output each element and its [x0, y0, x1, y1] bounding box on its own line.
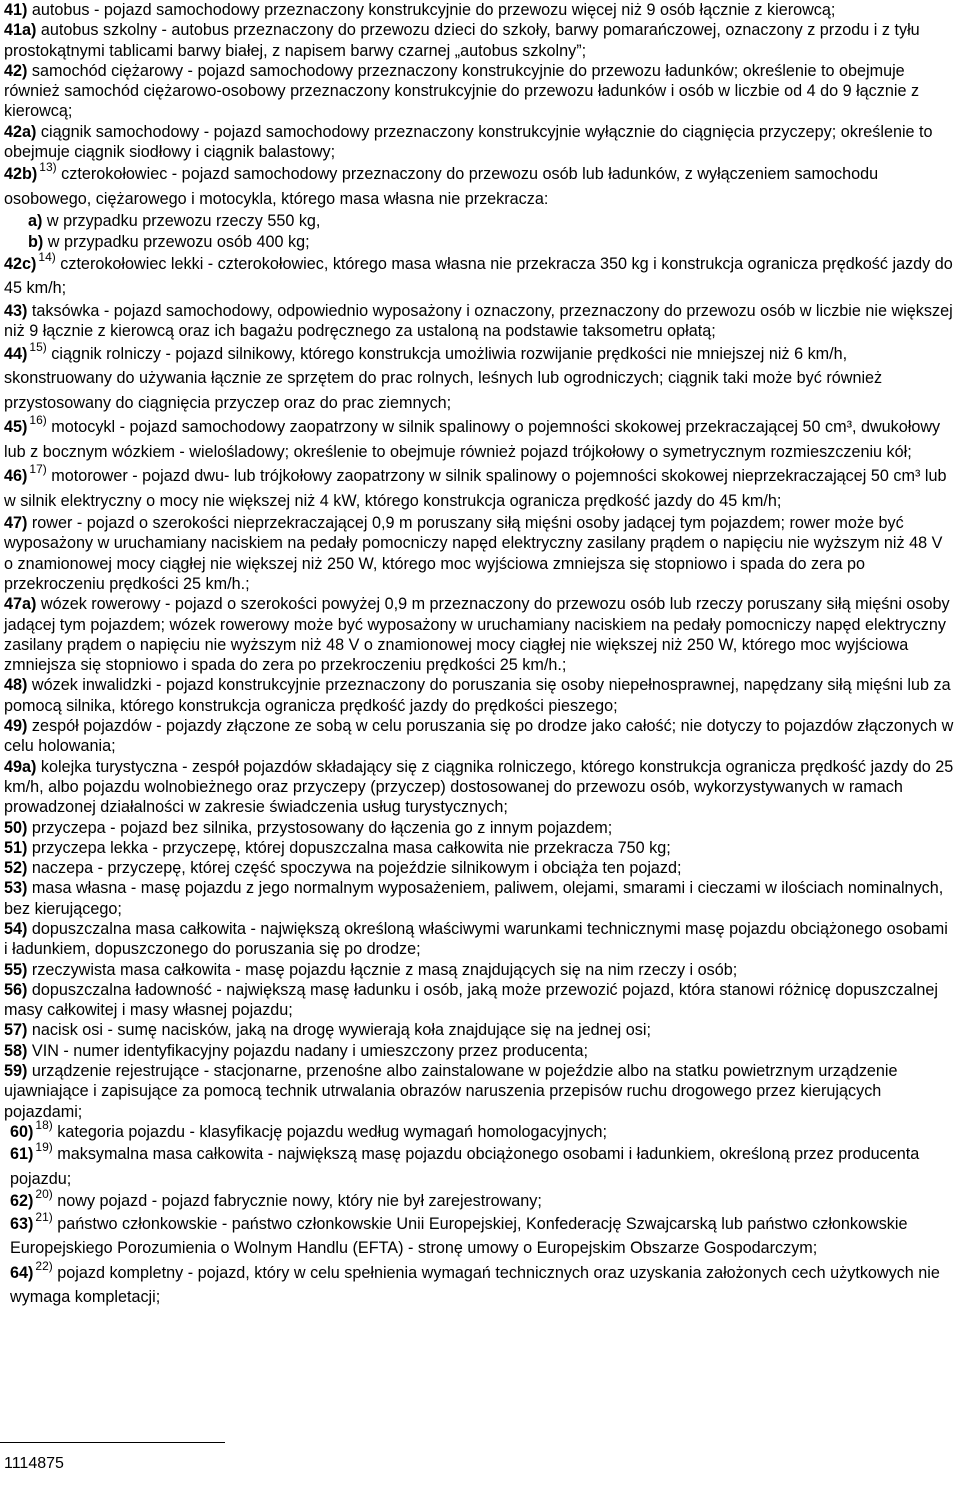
- item-text: masa własna - masę pojazdu z jego normalnym wyposażeniem, paliwem, olejami, smarami i cieczami w ilościach nominalnych, bez kierującego;: [4, 879, 944, 918]
- definition-item: [4, 162, 954, 211]
- item-number: 58): [4, 1041, 28, 1060]
- definition-item: [4, 20, 954, 61]
- definition-item: [4, 464, 954, 513]
- item-text: rower - pojazd o szerokości nieprzekraczającej 0,9 m poruszany siłą mięśni osoby jadącej tym pojazdem; rower może być wyposażony w uruchamiany naciskiem na pedały pomocniczy napęd elektryczny zasilany prądem o napięciu nie wyższym niż 48 V o znamionowej mocy ciągłej nie większej niż 250 W, którego moc wyjściowa zmniejsza się stopniowo i spada do zera po przekroczeniu prędkości 25 km/h.;: [4, 514, 943, 593]
- item-text: motocykl - pojazd samochodowy zaopatrzony w silnik spalinowy o pojemności skokowej przekraczającej 50 cm³, dwukołowy lub z bocznym wózkiem - wielośladowy; określenie to obejmuje również pojazd trójkołowy o symetrycznym rozmieszczeniu kół;: [4, 418, 941, 461]
- item-text: samochód ciężarowy - pojazd samochodowy przeznaczony konstrukcyjnie do przewozu ładunków; określenie to obejmuje również samochód ciężarowo-osobowy przeznaczony konstrukcyjnie do przewozu ładunków i osób w liczbie od 4 do 9 łącznie z kierowcą;: [4, 61, 920, 121]
- footer-document-code: 1114875: [4, 1455, 64, 1472]
- item-number: 59): [4, 1062, 28, 1081]
- item-number: 62): [10, 1192, 34, 1211]
- footnote-reference: 22): [35, 1258, 53, 1273]
- document-body: [4, 0, 954, 1310]
- item-number: 42c): [4, 254, 37, 273]
- definition-item: [4, 980, 954, 1021]
- definition-item: [4, 1209, 954, 1261]
- definition-item: [4, 1061, 954, 1122]
- footnote-reference: 14): [38, 249, 56, 264]
- definition-item: [4, 960, 954, 980]
- item-number: 64): [10, 1263, 34, 1282]
- item-number: 56): [4, 980, 28, 999]
- footnote-reference: 20): [35, 1187, 53, 1202]
- item-number: 57): [4, 1021, 28, 1040]
- item-text: czterokołowiec - pojazd samochodowy przeznaczony do przewozu osób lub ładunków, z wyłączeniem samochodu osobowego, ciężarowego i motocykla, którego masa własna nie przekracza:: [4, 165, 879, 208]
- item-number: 60): [10, 1122, 34, 1141]
- item-number: 54): [4, 920, 28, 938]
- item-text: kolejka turystyczna - zespół pojazdów składający się z ciągnika rolniczego, którego konstrukcja ogranicza prędkość jazdy do 25 km/h, albo pojazdu wolnobieżnego oraz przyczepy (przyczep) dostosowanej do przewozu osób, wykorzystywanych w ramach prowadzonej działalności w zakresie świadczenia usług turystycznych;: [4, 757, 954, 817]
- item-text: wózek inwalidzki - pojazd konstrukcyjnie przeznaczony do poruszania się osoby niepełnosprawnej, napędzany siłą mięśni lub za pomocą silnika, którego konstrukcja ogranicza prędkość jazdy do prędkości pieszego;: [4, 676, 951, 715]
- item-text: czterokołowiec lekki - czterokołowiec, którego masa własna nie przekracza 350 kg i konstrukcja ogranicza prędkość jazdy do 45 km/h;: [4, 254, 953, 298]
- item-text: motorower - pojazd dwu- lub trójkołowy zaopatrzony w silnik spalinowy o pojemności skokowej nieprzekraczającej 50 cm³ lub w silnik elektryczny o mocy nie większej niż 4 kW, którego konstrukcja ogranicza prędkość jazdy do 45 km/h;: [4, 467, 947, 510]
- item-number: 46): [4, 467, 28, 486]
- item-text: nowy pojazd - pojazd fabrycznie nowy, który nie był zarejestrowany;: [57, 1192, 542, 1211]
- item-number: 50): [4, 818, 28, 837]
- item-text: VIN - numer identyfikacyjny pojazdu nadany i umieszczony przez producenta;: [31, 1041, 588, 1060]
- item-number: 52): [4, 859, 28, 878]
- item-number: 49a): [4, 757, 37, 776]
- item-text: autobus szkolny - autobus przeznaczony do przewozu dzieci do szkoły, barwy pomarańczowej, oznaczony z przodu i z tyłu prostokątnymi tablicami barwy białej, z napisem barwy czarnej „autobus szkolny”;: [4, 21, 920, 60]
- footer-divider: [0, 1442, 225, 1443]
- item-number: 49): [4, 717, 28, 736]
- item-number: 41): [4, 1, 28, 19]
- definition-item: [4, 301, 954, 342]
- footnote-reference: 13): [39, 160, 57, 175]
- definition-item: [4, 1020, 954, 1040]
- item-number: 53): [4, 879, 28, 898]
- item-number: 43): [4, 301, 28, 320]
- item-number: 48): [4, 676, 28, 695]
- item-text: w przypadku przewozu osób 400 kg;: [47, 232, 310, 251]
- definition-item: [4, 339, 954, 416]
- footnote-reference: 21): [35, 1209, 53, 1224]
- item-number: 42a): [4, 122, 37, 141]
- footnote-reference: 18): [35, 1117, 53, 1132]
- item-number: a): [28, 212, 43, 231]
- item-number: 47a): [4, 595, 37, 614]
- item-text: ciągnik samochodowy - pojazd samochodowy przeznaczony konstrukcyjnie wyłącznie do ciągnięcia przyczepy; określenie to obejmuje ciągnik siodłowy i ciągnik balastowy;: [4, 122, 933, 162]
- item-number: 42b): [4, 165, 38, 184]
- item-number: 44): [4, 344, 28, 363]
- definition-item: [4, 838, 954, 858]
- definition-item: [4, 1187, 954, 1211]
- footnote-reference: 17): [29, 462, 47, 477]
- definition-item: [4, 858, 954, 878]
- item-number: 63): [10, 1214, 34, 1233]
- item-text: rzeczywista masa całkowita - masę pojazdu łącznie z masą znajdujących się na nim rzeczy i osób;: [31, 960, 738, 979]
- item-number: 47): [4, 514, 28, 533]
- item-text: maksymalna masa całkowita - największą masę pojazdu obciążonego osobami i ładunkiem, określoną przez producenta pojazdu;: [10, 1145, 920, 1188]
- item-text: przyczepa lekka - przyczepę, której dopuszczalna masa całkowita nie przekracza 750 kg;: [31, 838, 671, 857]
- definition-item: [4, 716, 954, 757]
- item-text: w przypadku przewozu rzeczy 550 kg,: [46, 212, 321, 231]
- item-number: b): [28, 232, 44, 251]
- item-text: naczepa - przyczepę, której część spoczywa na pojeździe silnikowym i obciąża ten pojazd;: [31, 859, 682, 878]
- item-text: pojazd kompletny - pojazd, który w celu spełnienia wymagań technicznych oraz uzyskania założonych cech użytkowych nie wymaga kompletacji;: [10, 1263, 940, 1307]
- definition-item: [4, 675, 954, 716]
- item-text: urządzenie rejestrujące - stacjonarne, przenośne albo zainstalowane w pojeździe albo na statku powietrznym urządzenie ujawniające i zapisujące za pomocą technik utrwalania obrazów naruszenia przepisów ruchu drogowego przez kierujących pojazdami;: [4, 1062, 898, 1121]
- item-text: autobus - pojazd samochodowy przeznaczony konstrukcyjnie do przewozu więcej niż 9 osób łącznie z kierowcą;: [31, 1, 836, 19]
- definition-item: [4, 818, 954, 838]
- definition-item: [4, 878, 954, 919]
- item-text: przyczepa - pojazd bez silnika, przystosowany do łączenia go z innym pojazdem;: [31, 818, 613, 837]
- definition-item: [4, 0, 954, 20]
- definition-item: [4, 122, 954, 163]
- item-number: 42): [4, 61, 28, 80]
- definition-item: [4, 513, 954, 594]
- item-text: dopuszczalna ładowność - największą masę ładunku i osób, jaką może przewozić pojazd, która stanowi różnicę dopuszczalnej masy całkowitej i masy własnej pojazdu;: [4, 980, 938, 1020]
- item-text: taksówka - pojazd samochodowy, odpowiednio wyposażony i oznaczony, przeznaczony do przewozu osób w liczbie nie większej niż 9 łącznie z kierowcą oraz ich bagażu podręcznego za ustaloną na podstawie taksometru opłatą;: [4, 301, 953, 341]
- definition-item: [4, 249, 954, 301]
- item-text: państwo członkowskie - państwo członkowskie Unii Europejskiej, Konfederację Szwajcarską lub państwo członkowskie Europejskiego Porozumienia o Wolnym Handlu (EFTA) - stronę umowy o Europejskim Obszarze Gospodarczym;: [10, 1214, 908, 1258]
- definition-item: [4, 757, 954, 818]
- definition-item: [4, 232, 954, 252]
- item-text: dopuszczalna masa całkowita - największą określoną właściwymi warunkami technicznymi masę pojazdu obciążonego osobami i ładunkiem, dopuszczonego do poruszania się po drodze;: [4, 920, 948, 959]
- definition-item: [4, 61, 954, 122]
- definition-item: [4, 1041, 954, 1061]
- item-text: ciągnik rolniczy - pojazd silnikowy, którego konstrukcja umożliwia rozwijanie prędkości nie mniejszej niż 6 km/h, skonstruowany do używania łącznie ze sprzętem do prac rolnych, leśnych lub ogrodniczych; ciągnik taki może być również przystosowany do ciągnięcia przyczep oraz do prac ziemnych;: [4, 344, 883, 412]
- item-number: 41a): [4, 21, 37, 40]
- definition-item: [4, 1142, 954, 1191]
- definition-item: [4, 594, 954, 675]
- item-text: zespół pojazdów - pojazdy złączone ze sobą w celu poruszania się po drodze jako całość; nie dotyczy to pojazdów złączonych w celu holowania;: [4, 717, 954, 756]
- footnote-reference: 16): [29, 413, 47, 428]
- item-text: wózek rowerowy - pojazd o szerokości powyżej 0,9 m przeznaczony do przewozu osób lub rzeczy poruszany siłą mięśni osoby jadącej tym pojazdem; wózek rowerowy może być wyposażony w uruchamiany naciskiem na pedały pomocniczy napęd elektryczny zasilany prądem o napięciu nie wyższym niż 48 V o znamionowej mocy ciągłej nie większej niż 250 W, którego moc wyjściowa zmniejsza się stopniowo i spada do zera po przekroczeniu prędkości 25 km/h.;: [4, 595, 950, 675]
- footnote-reference: 15): [29, 339, 47, 354]
- definition-item: [4, 415, 954, 464]
- item-number: 51): [4, 838, 28, 857]
- definition-item: [4, 1117, 954, 1142]
- definition-item: [4, 919, 954, 960]
- item-number: 61): [10, 1145, 34, 1164]
- item-number: 55): [4, 960, 28, 979]
- definition-item: [4, 1258, 954, 1310]
- definition-item: [4, 211, 954, 231]
- item-number: 45): [4, 418, 28, 437]
- item-text: kategoria pojazdu - klasyfikację pojazdu według wymagań homologacyjnych;: [57, 1122, 608, 1141]
- item-text: nacisk osi - sumę nacisków, jaką na drogę wywierają koła znajdujące się na jednej osi;: [31, 1021, 651, 1040]
- footnote-reference: 19): [35, 1140, 53, 1155]
